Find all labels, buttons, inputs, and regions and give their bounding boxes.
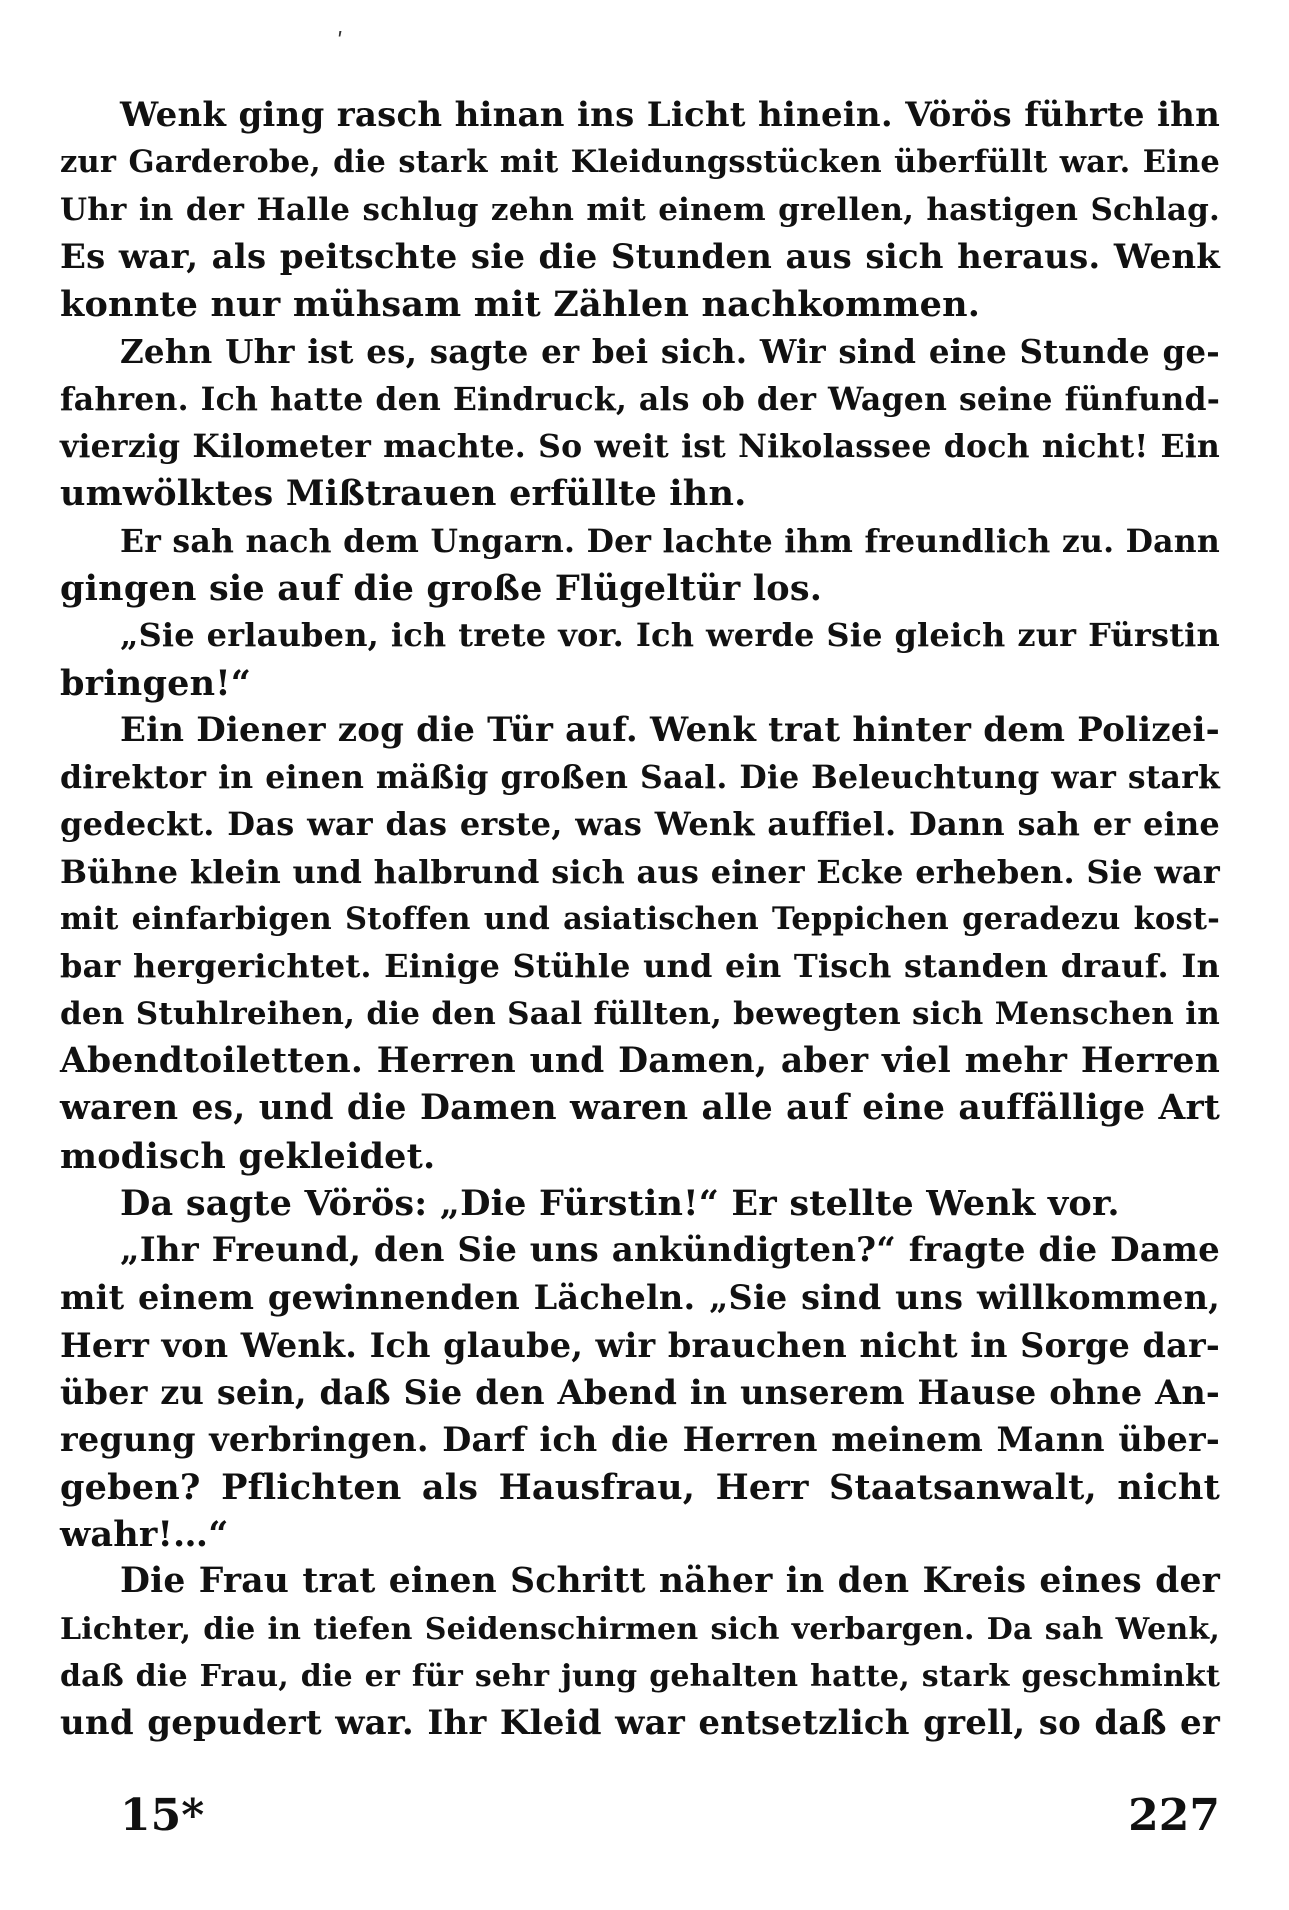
text-line: mit einfarbigen Stoffen und asiatischen Teppichen geradezu kost- xyxy=(60,901,1220,938)
text-line: direktor in einen mäßig großen Saal. Die Beleuchtung war stark xyxy=(60,759,1220,797)
text-line: den Stuhlreihen, die den Saal füllten, bewegten sich Menschen in xyxy=(60,995,1220,1032)
signature-mark: 15* xyxy=(120,1790,205,1841)
text-line: Die Frau trat einen Schritt näher in den Kreis eines der xyxy=(120,1561,1220,1602)
text-line: bringen!“ xyxy=(60,662,252,704)
text-line: und gepudert war. Ihr Kleid war entsetzlich grell, so daß er xyxy=(60,1703,1220,1744)
text-line: konnte nur mühsam mit Zählen nachkommen. xyxy=(60,284,981,326)
text-line: wahr!…“ xyxy=(60,1513,229,1555)
text-line: Ein Diener zog die Tür auf. Wenk trat hinter dem Polizei- xyxy=(120,709,1220,750)
text-line: Da sagte Vörös: „Die Fürstin!“ Er stellte Wenk vor. xyxy=(120,1182,1120,1224)
text-line: modisch gekleidet. xyxy=(60,1135,436,1177)
text-line: Es war, als peitschte sie die Stunden aus sich heraus. Wenk xyxy=(60,236,1220,277)
text-line: Abendtoiletten. Herren und Damen, aber viel mehr Herren xyxy=(60,1040,1220,1081)
text-line: mit einem gewinnenden Lächeln. „Sie sind uns willkommen, xyxy=(60,1278,1220,1318)
text-line: Lichter, die in tiefen Seidenschirmen sich verbargen. Da sah Wenk, xyxy=(60,1611,1220,1647)
text-line: Wenk ging rasch hinan ins Licht hinein. Vörös führte ihn xyxy=(120,95,1220,135)
text-line: über zu sein, daß Sie den Abend in unserem Hause ohne An- xyxy=(60,1373,1220,1413)
text-line: Uhr in der Halle schlug zehn mit einem grellen, hastigen Schlag. xyxy=(60,191,1220,228)
text-line: daß die Frau, die er für sehr jung gehalten hatte, stark geschminkt xyxy=(60,1658,1220,1694)
text-line: Bühne klein und halbrund sich aus einer Ecke erheben. Sie war xyxy=(60,852,1220,891)
text-line: Er sah nach dem Ungarn. Der lachte ihm freundlich zu. Dann xyxy=(120,522,1220,560)
text-line: gedeckt. Das war das erste, was Wenk auffiel. Dann sah er eine xyxy=(60,805,1220,844)
page-number: 227 xyxy=(1128,1790,1220,1841)
text-line: waren es, und die Damen waren alle auf eine auffällige Art xyxy=(60,1088,1220,1129)
text-line: umwölktes Mißtrauen erfüllte ihn. xyxy=(60,473,747,515)
text-line: bar hergerichtet. Einige Stühle und ein Tisch standen drauf. In xyxy=(60,947,1220,986)
text-line: vierzig Kilometer machte. So weit ist Nikolassee doch nicht! Ein xyxy=(60,428,1220,466)
text-line: fahren. Ich hatte den Eindruck, als ob der Wagen seine fünfund- xyxy=(60,380,1220,418)
body-text xyxy=(60,92,1220,1747)
text-line: gingen sie auf die große Flügeltür los. xyxy=(60,567,823,609)
print-speck: ʹ xyxy=(337,30,344,55)
text-line: zur Garderobe, die stark mit Kleidungsstücken überfüllt war. Eine xyxy=(60,144,1220,181)
text-line: „Sie erlauben, ich trete vor. Ich werde Sie gleich zur Fürstin xyxy=(120,616,1220,655)
page-footer xyxy=(60,1790,1220,1850)
text-line: geben? Pflichten als Hausfrau, Herr Staatsanwalt, nicht xyxy=(60,1466,1220,1508)
text-line: Zehn Uhr ist es, sagte er bei sich. Wir sind eine Stunde ge- xyxy=(120,332,1220,372)
text-line: Herr von Wenk. Ich glaube, wir brauchen nicht in Sorge dar- xyxy=(60,1325,1220,1365)
text-line: regung verbringen. Darf ich die Herren meinem Mann über- xyxy=(60,1420,1220,1460)
text-line: „Ihr Freund, den Sie uns ankündigten?“ fragte die Dame xyxy=(120,1230,1220,1271)
